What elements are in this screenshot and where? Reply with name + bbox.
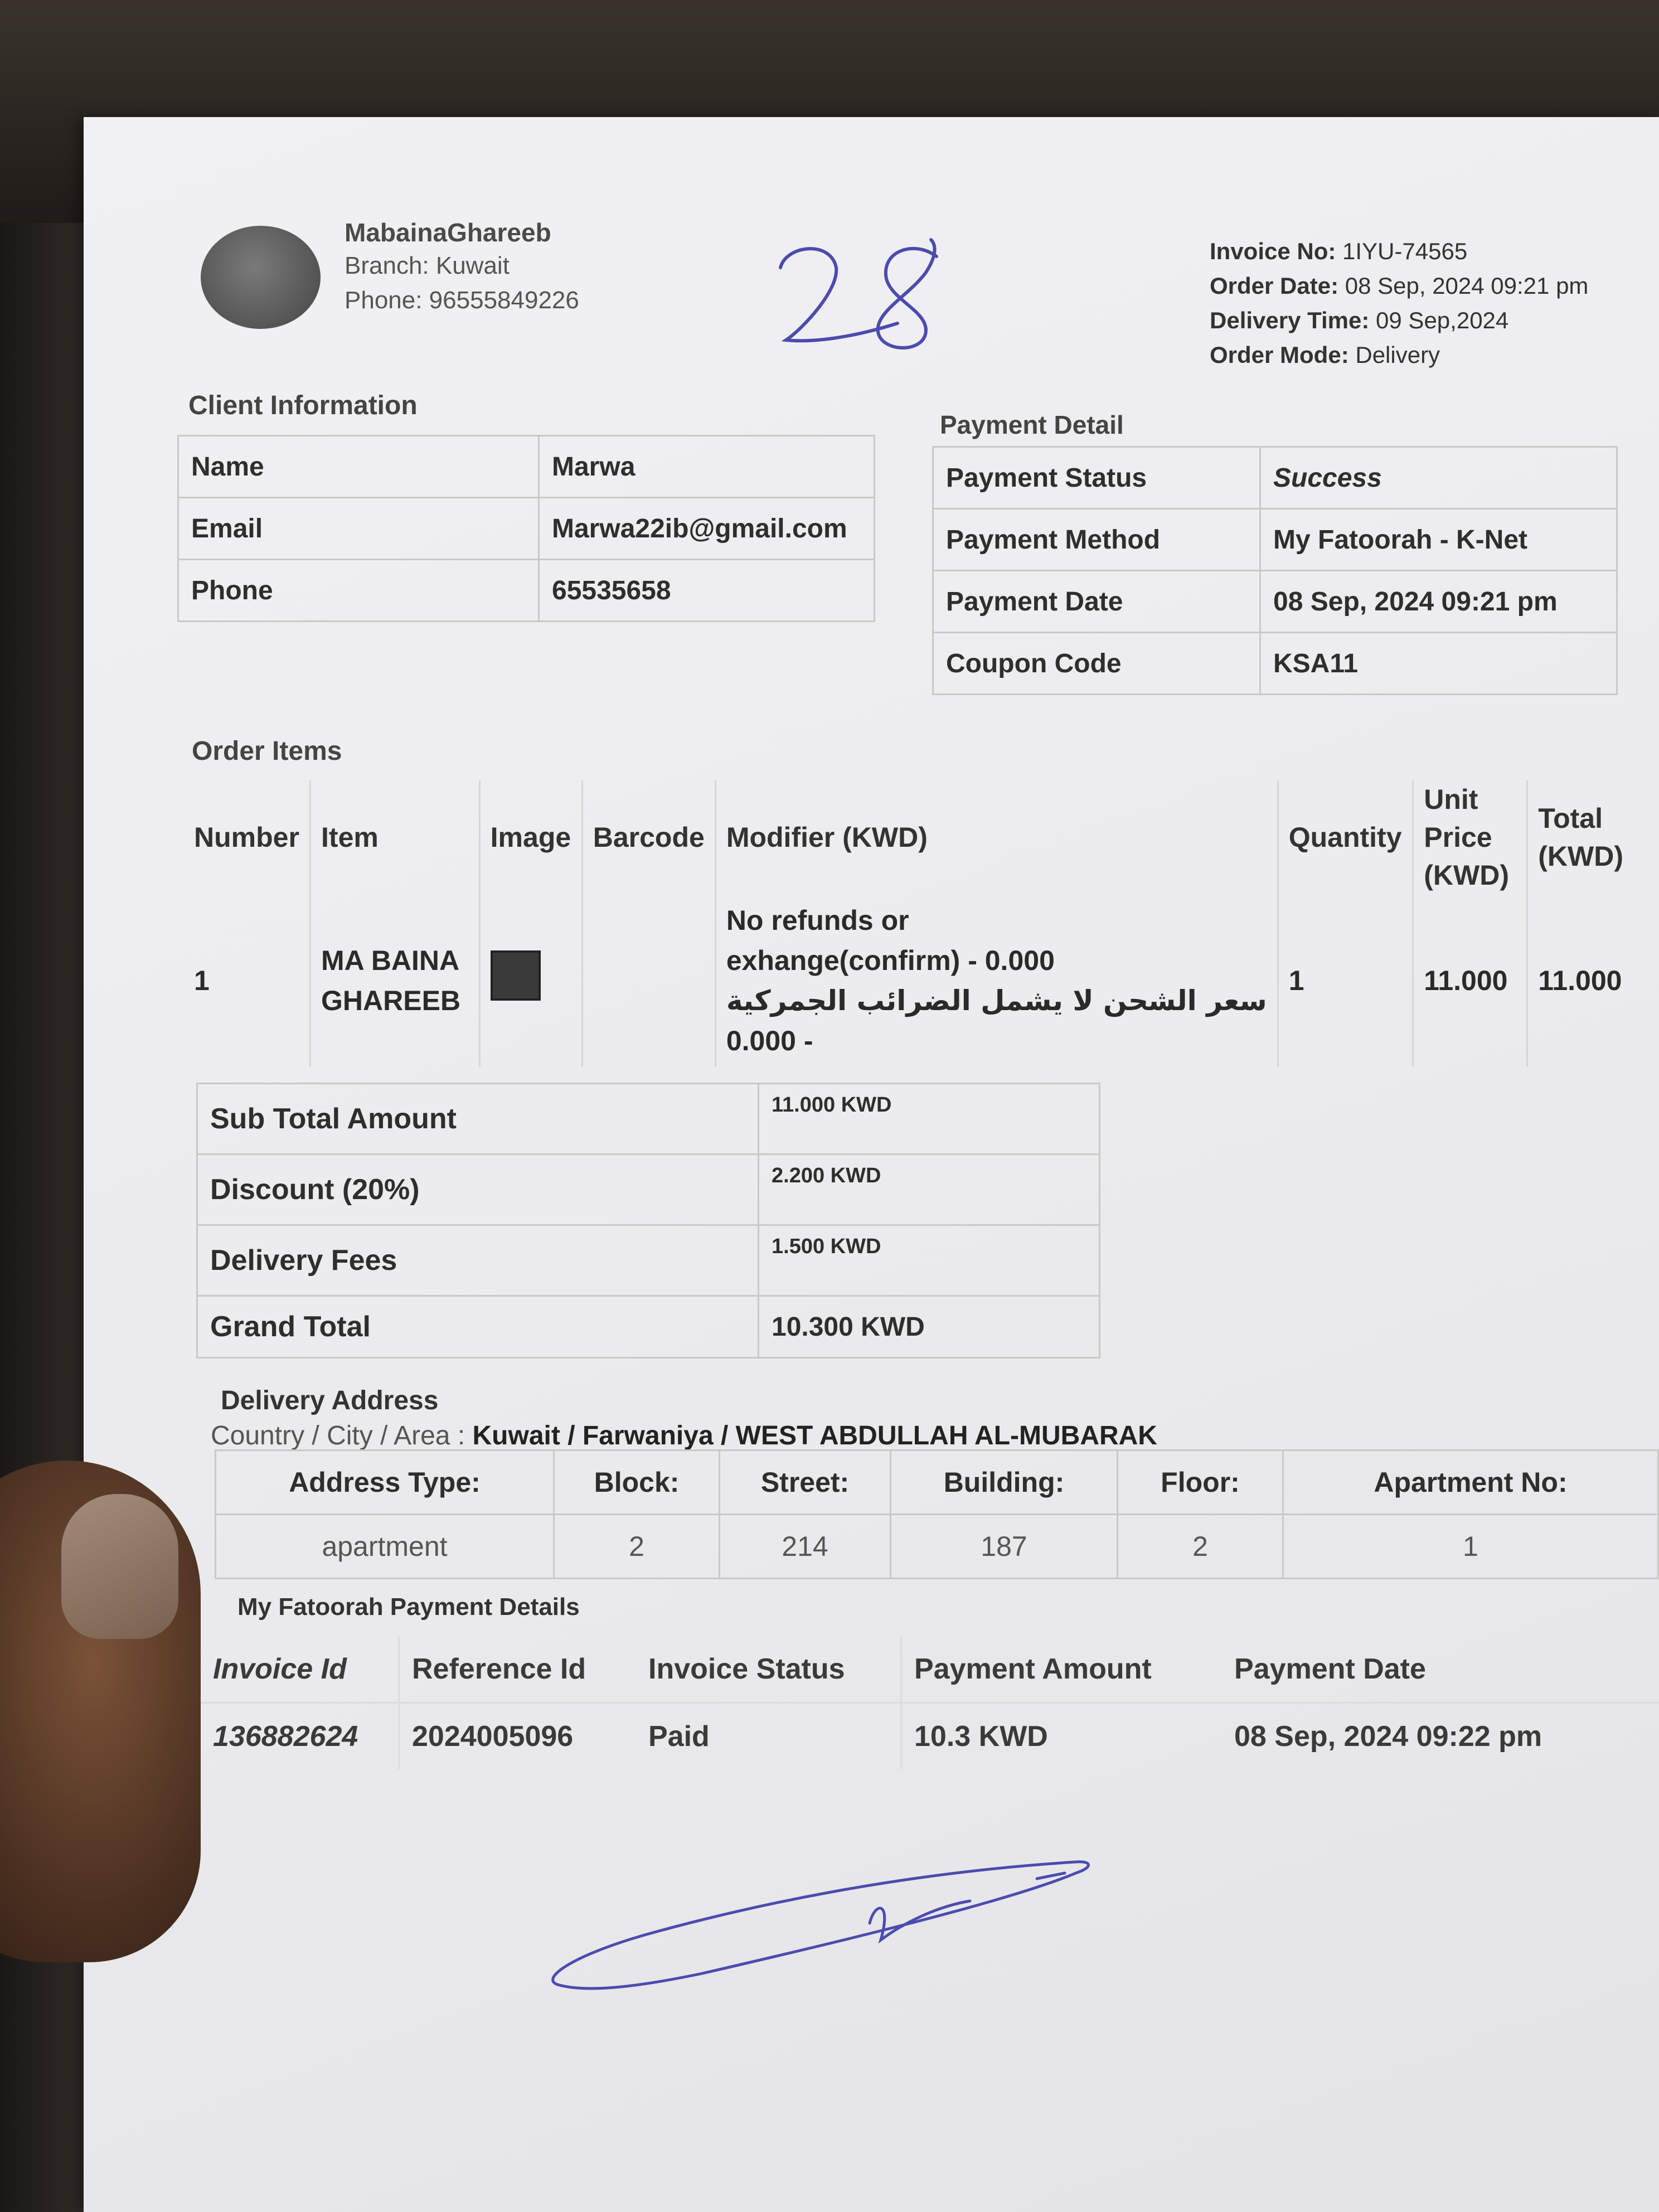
grand-total-row [197, 1296, 1100, 1358]
payment-label: Coupon Code [933, 633, 1260, 695]
payment-date-header: Payment Date [1222, 1636, 1659, 1703]
col-unit-price-line1: Unit Price [1424, 784, 1492, 853]
item-name-line1: MA BAINA [321, 945, 460, 976]
payment-row [933, 447, 1617, 509]
col-image: Image [479, 780, 582, 894]
apartment-header: Apartment No: [1283, 1451, 1658, 1515]
discount-value: 2.200 KWD [759, 1154, 1100, 1225]
handwritten-number-28 [769, 234, 948, 357]
order-items-title: Order Items [192, 736, 342, 766]
item-name [311, 894, 480, 1067]
street-value: 214 [720, 1515, 891, 1579]
grand-total-value: 10.300 KWD [759, 1296, 1100, 1358]
subtotal-value: 11.000 KWD [759, 1084, 1100, 1154]
order-mode-value: Delivery [1355, 342, 1440, 368]
order-date-label: Order Date: [1210, 273, 1339, 299]
address-table [215, 1449, 1659, 1579]
client-value: Marwa [539, 436, 875, 498]
delivery-address-title: Delivery Address [221, 1386, 439, 1415]
item-modifier [715, 894, 1278, 1067]
building-header: Building: [891, 1451, 1118, 1515]
totals-row [197, 1084, 1100, 1154]
shop-name: MabainaGhareeb [345, 218, 551, 247]
myfatoorah-table [201, 1636, 1659, 1769]
payment-amount-value: 10.3 KWD [901, 1703, 1223, 1770]
invoice-meta [1210, 234, 1588, 372]
delivery-time-row [1210, 303, 1588, 338]
address-type-header: Address Type: [216, 1451, 554, 1515]
modifier-line4: 0.000 - [726, 1025, 813, 1056]
col-unit-price-line2: (KWD) [1424, 860, 1509, 891]
item-image-cell [479, 894, 582, 1067]
myfatoorah-values-row [201, 1703, 1659, 1770]
myfatoorah-title: My Fatoorah Payment Details [237, 1593, 580, 1621]
shop-phone: Phone: 96555849226 [345, 287, 579, 314]
apartment-value: 1 [1283, 1515, 1658, 1579]
payment-date-value: 08 Sep, 2024 09:22 pm [1234, 1720, 1542, 1753]
address-values-row [216, 1515, 1658, 1579]
payment-label: Payment Date [933, 571, 1260, 633]
country-label: Country / City / Area : [211, 1421, 465, 1451]
modifier-line1: No refunds or [726, 905, 909, 936]
payment-detail-title: Payment Detail [940, 410, 1124, 439]
order-items-table [184, 780, 1633, 1067]
client-label: Phone [178, 560, 539, 622]
shop-logo [201, 226, 321, 329]
client-info-title: Client Information [188, 391, 418, 420]
handwritten-signature [535, 1840, 1115, 2007]
payment-label: Payment Method [933, 509, 1260, 571]
item-name-line2: GHAREEB [321, 985, 461, 1016]
delivery-fees-value: 1.500 KWD [759, 1225, 1100, 1296]
modifier-line2: exhange(confirm) - 0.000 [726, 945, 1055, 976]
totals-row [197, 1225, 1100, 1296]
order-mode-row [1210, 338, 1588, 372]
item-barcode [582, 894, 715, 1067]
payment-amount-header: Payment Amount [901, 1636, 1223, 1703]
thumb-nail [61, 1494, 178, 1639]
reference-id-value: 2024005096 [399, 1703, 637, 1770]
modifier-line3: سعر الشحن لا يشمل الضرائب الجمركية [726, 984, 1267, 1017]
floor-value: 2 [1118, 1515, 1283, 1579]
client-label: Name [178, 436, 539, 498]
building-value: 187 [891, 1515, 1118, 1579]
order-header-row [184, 780, 1633, 894]
payment-row [933, 633, 1617, 695]
subtotal-label: Sub Total Amount [197, 1084, 759, 1154]
invoice-no-label: Invoice No: [1210, 238, 1336, 264]
item-number: 1 [194, 965, 210, 996]
reference-id-header: Reference Id [399, 1636, 637, 1703]
client-info-table [177, 435, 875, 622]
item-total: 11.000 [1527, 894, 1633, 1067]
product-thumbnail-icon [491, 950, 541, 1001]
col-item: Item [311, 780, 480, 894]
myfatoorah-header-row [201, 1636, 1659, 1703]
address-header-row [216, 1451, 1658, 1515]
payment-label: Payment Status [933, 447, 1260, 509]
grand-total-label: Grand Total [197, 1296, 759, 1358]
client-row [178, 498, 875, 560]
invoice-id-header: Invoice Id [201, 1636, 399, 1703]
col-quantity: Quantity [1278, 780, 1413, 894]
delivery-time-value: 09 Sep,2024 [1376, 307, 1509, 333]
payment-detail-table [932, 446, 1618, 695]
col-number: Number [194, 822, 299, 853]
payment-row [933, 509, 1617, 571]
payment-value: KSA11 [1260, 633, 1617, 695]
totals-table [196, 1083, 1100, 1359]
col-total [1527, 780, 1633, 894]
delivery-time-label: Delivery Time: [1210, 307, 1370, 333]
discount-label: Discount (20%) [197, 1154, 759, 1225]
col-total-line2: (KWD) [1538, 841, 1623, 872]
client-value: 65535658 [539, 560, 875, 622]
invoice-id-value: 136882624 [213, 1720, 358, 1753]
totals-row [197, 1154, 1100, 1225]
invoice-no-row [1210, 234, 1588, 269]
order-date-row [1210, 269, 1588, 303]
col-total-line1: Total [1538, 803, 1603, 834]
client-row [178, 436, 875, 498]
item-unit-price: 11.000 [1413, 894, 1527, 1067]
address-type-value: apartment [216, 1515, 554, 1579]
client-row [178, 560, 875, 622]
invoice-status-value: Paid [648, 1720, 710, 1753]
col-unit-price [1413, 780, 1527, 894]
col-modifier: Modifier (KWD) [715, 780, 1278, 894]
payment-value: My Fatoorah - K-Net [1260, 509, 1617, 571]
item-quantity: 1 [1278, 894, 1413, 1067]
col-barcode: Barcode [582, 780, 715, 894]
block-header: Block: [554, 1451, 720, 1515]
payment-row [933, 571, 1617, 633]
client-label: Email [178, 498, 539, 560]
order-item-row [184, 894, 1633, 1067]
order-mode-label: Order Mode: [1210, 342, 1349, 368]
floor-header: Floor: [1118, 1451, 1283, 1515]
shop-branch: Branch: Kuwait [345, 252, 510, 279]
delivery-fees-label: Delivery Fees [197, 1225, 759, 1296]
invoice-status-header: Invoice Status [636, 1636, 901, 1703]
invoice-no-value: 1IYU-74565 [1342, 238, 1468, 264]
country-value: Kuwait / Farwaniya / WEST ABDULLAH AL-MUBARAK [472, 1421, 1157, 1451]
order-date-value: 08 Sep, 2024 09:21 pm [1345, 273, 1589, 299]
payment-status-value: Success [1260, 447, 1617, 509]
block-value: 2 [554, 1515, 720, 1579]
street-header: Street: [720, 1451, 891, 1515]
client-value: Marwa22ib@gmail.com [539, 498, 875, 560]
country-city-area [211, 1420, 1157, 1451]
payment-value: 08 Sep, 2024 09:21 pm [1260, 571, 1617, 633]
